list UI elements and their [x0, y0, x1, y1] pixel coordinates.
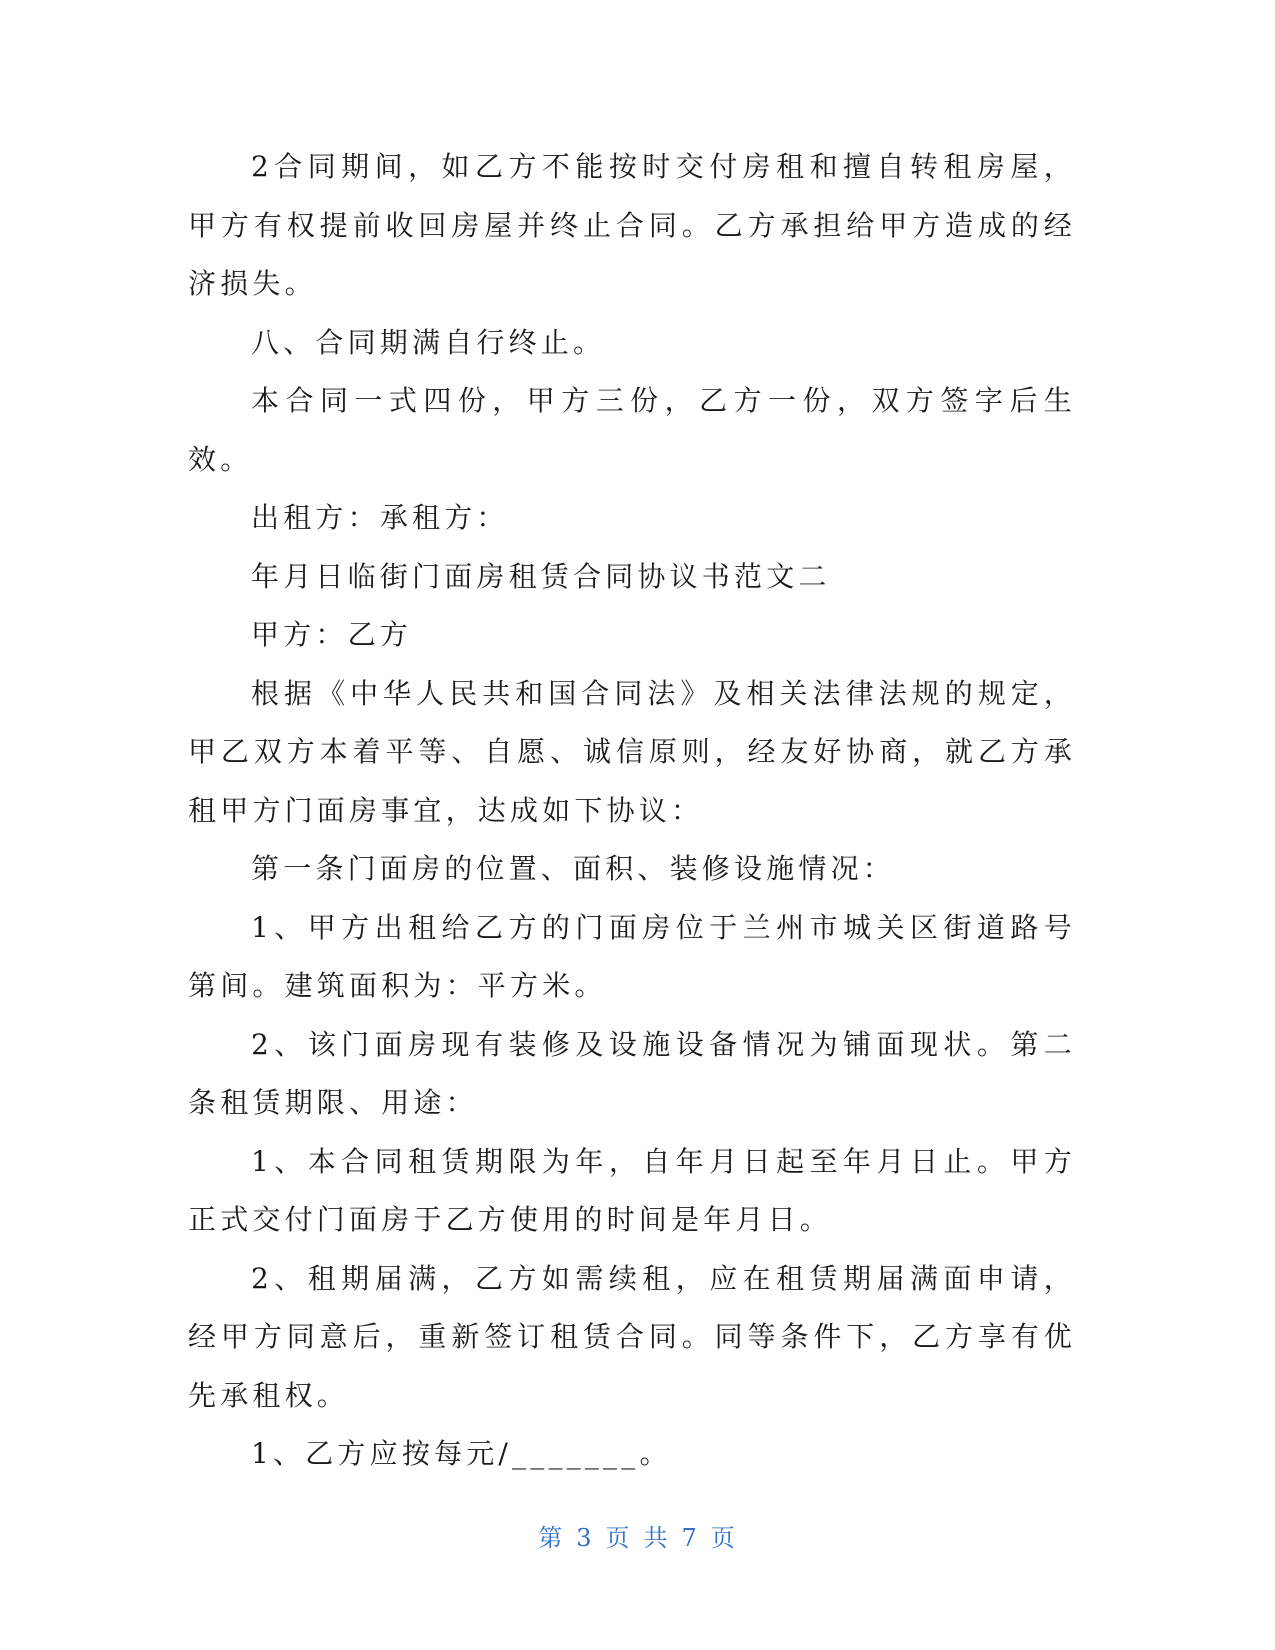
paragraph-decoration: 2、该门面房现有装修及设施设备情况为铺面现状。第二条租赁期限、用途：	[188, 1027, 1076, 1119]
paragraph-signatures: 出租方：承租方：	[251, 501, 509, 534]
footer-prefix: 第	[538, 1524, 565, 1552]
paragraph-article-one-heading: 第一条门面房的位置、面积、装修设施情况：	[251, 852, 896, 885]
footer-suffix: 页	[710, 1524, 737, 1552]
paragraph-rent-payment: 1、乙方应按每元/_______。	[251, 1437, 672, 1470]
paragraph-article-eight: 八、合同期满自行终止。	[251, 325, 606, 359]
footer-total-word: 共	[643, 1524, 670, 1552]
paragraph-preamble: 根据《中华人民共和国合同法》及相关法律法规的规定，甲乙双方本着平等、自愿、诚信原则，经友好协商，就乙方承租甲方门面房事宜，达成如下协议：	[188, 676, 1076, 827]
footer-page-word: 页	[605, 1524, 632, 1552]
document-body	[188, 138, 1076, 1484]
footer-total-pages: 7	[681, 1524, 699, 1552]
paragraph-sample-two-title: 年月日临街门面房租赁合同协议书范文二	[251, 559, 831, 593]
paragraph-contract-breach: 2合同期间，如乙方不能按时交付房租和擅自转租房屋，甲方有权提前收回房屋并终止合同。乙方承担给甲方造成的经济损失。	[188, 150, 1076, 300]
paragraph-copies: 本合同一式四份，甲方三份，乙方一份，双方签字后生效。	[188, 384, 1076, 476]
footer-current-page: 3	[576, 1524, 594, 1552]
paragraph-lease-term: 1、本合同租赁期限为年，自年月日起至年月日止。甲方正式交付门面房于乙方使用的时间是年月日。	[188, 1144, 1076, 1236]
page-number-footer	[0, 1518, 1275, 1553]
paragraph-parties: 甲方：乙方	[251, 618, 413, 651]
paragraph-location: 1、甲方出租给乙方的门面房位于兰州市城关区街道路号第间。建筑面积为：平方米。	[188, 910, 1076, 1002]
paragraph-renewal: 2、租期届满，乙方如需续租，应在租赁期届满面申请，经甲方同意后，重新签订租赁合同。同等条件下，乙方享有优先承租权。	[188, 1261, 1076, 1412]
